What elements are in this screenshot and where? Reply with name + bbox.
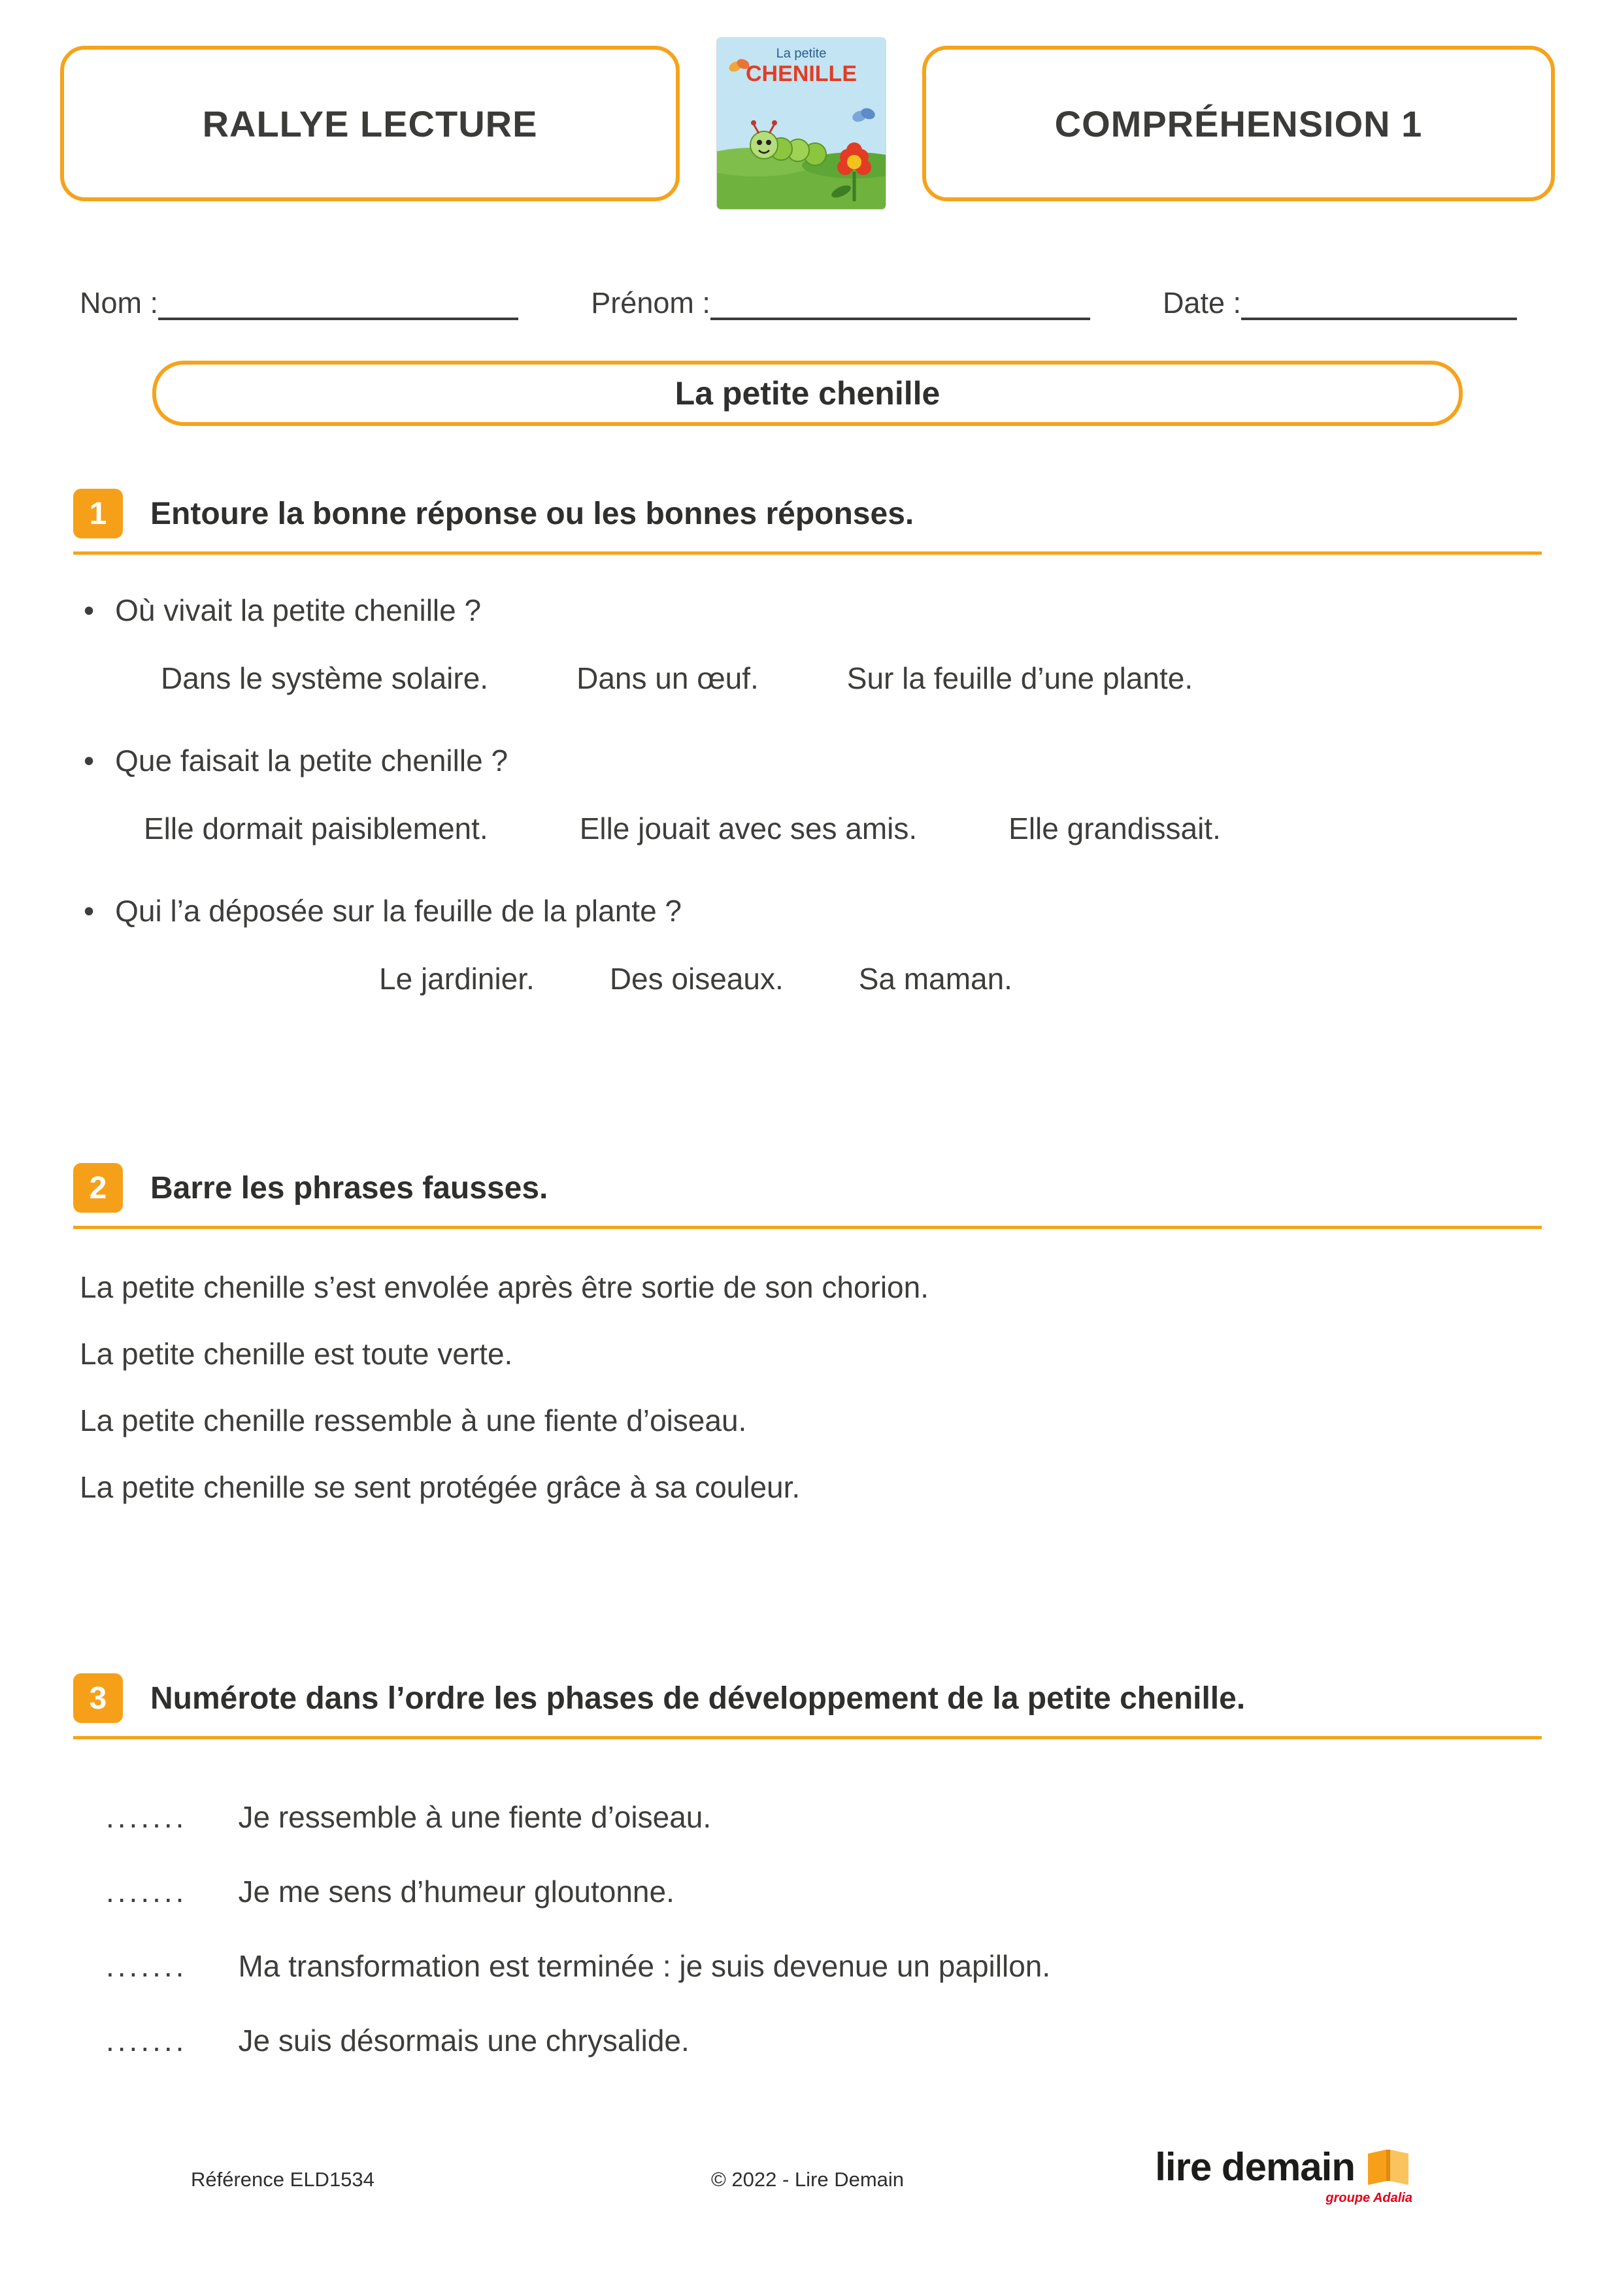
prenom-label: Prénom : — [591, 286, 710, 320]
order-item — [106, 2023, 1537, 2058]
sentence: La petite chenille est toute verte. — [80, 1337, 513, 1371]
order-item-text: Ma transformation est terminée : je suis devenue un papillon. — [238, 1949, 1051, 1983]
nom-blank-line — [158, 294, 518, 320]
worksheet-title-box — [152, 361, 1463, 426]
section-3-number-badge: 3 — [73, 1673, 123, 1723]
answer-dots: ....... — [106, 1949, 188, 1983]
header — [0, 0, 1615, 209]
order-item — [106, 1799, 1537, 1835]
date-label: Date : — [1162, 286, 1241, 320]
section-1-questions — [84, 593, 1537, 996]
question-text: Que faisait la petite chenille ? — [115, 744, 508, 778]
option-text: Elle grandissait. — [1008, 812, 1221, 845]
section-2-sentences — [80, 1270, 1537, 1505]
book-cover-title-main: CHENILLE — [745, 61, 857, 86]
option-text: Le jardinier. — [379, 962, 535, 996]
comprehension-box — [922, 46, 1555, 201]
book-cover-title-top: La petite — [776, 46, 826, 61]
order-item-text: Je me sens d’humeur gloutonne. — [238, 1875, 674, 1909]
sentence: La petite chenille ressemble à une fiente d’oiseau. — [80, 1403, 747, 1437]
options-row — [84, 961, 1537, 996]
publisher-logo-text: lire demain — [1155, 2145, 1355, 2189]
reference-text: Référence ELD1534 — [191, 2168, 375, 2191]
copyright-text: © 2022 - Lire Demain — [710, 2168, 905, 2191]
book-cover-illustration — [717, 38, 886, 209]
publisher-group-text: groupe Adalia — [1325, 2191, 1412, 2205]
option-text: Sa maman. — [858, 962, 1012, 996]
option-text: Sur la feuille d’une plante. — [846, 661, 1193, 695]
order-item — [106, 1874, 1537, 1909]
question-block — [84, 893, 1537, 996]
order-item-text: Je suis désormais une chrysalide. — [238, 2024, 690, 2058]
sentence: La petite chenille s’est envolée après être sortie de son chorion. — [80, 1270, 929, 1304]
open-book-icon — [1364, 2148, 1412, 2186]
order-item — [106, 1948, 1537, 1984]
option-text: Elle dormait paisiblement. — [144, 812, 488, 845]
section-3-heading — [73, 1673, 1542, 1739]
answer-dots: ....... — [106, 2024, 188, 2058]
option-text: Elle jouait avec ses amis. — [579, 812, 918, 845]
publisher-logo — [1155, 2144, 1412, 2206]
comprehension-label: COMPRÉHENSION 1 — [1054, 103, 1423, 144]
section-2-number-badge: 2 — [73, 1163, 123, 1213]
options-row — [84, 661, 1537, 696]
option-text: Dans un œuf. — [576, 661, 759, 695]
footer — [0, 2147, 1615, 2219]
rallye-lecture-box — [60, 46, 680, 201]
section-1-number-badge: 1 — [73, 489, 123, 538]
prenom-blank-line — [710, 294, 1090, 320]
bullet-icon: • — [84, 894, 95, 928]
section-3-items — [106, 1799, 1537, 2058]
worksheet-title: La petite chenille — [674, 375, 941, 412]
question-text: Qui l’a déposée sur la feuille de la plante ? — [115, 894, 682, 928]
option-text: Dans le système solaire. — [161, 661, 489, 695]
sentence: La petite chenille se sent protégée grâce à sa couleur. — [80, 1470, 801, 1504]
nom-label: Nom : — [80, 286, 159, 320]
section-1-heading — [73, 489, 1542, 555]
bullet-icon: • — [84, 744, 95, 778]
bullet-icon: • — [84, 593, 95, 627]
question-text: Où vivait la petite chenille ? — [115, 593, 482, 627]
answer-dots: ....... — [106, 1800, 188, 1834]
book-cover-image — [717, 38, 886, 209]
section-2-heading — [73, 1163, 1542, 1229]
question-block — [84, 593, 1537, 696]
options-row — [84, 811, 1537, 846]
identity-row — [80, 286, 1517, 320]
rallye-lecture-label: RALLYE LECTURE — [202, 103, 538, 144]
section-2-title: Barre les phrases fausses. — [150, 1170, 548, 1205]
order-item-text: Je ressemble à une fiente d’oiseau. — [238, 1800, 712, 1834]
question-block — [84, 743, 1537, 846]
section-1-title: Entoure la bonne réponse ou les bonnes réponses. — [150, 496, 914, 531]
answer-dots: ....... — [106, 1875, 188, 1909]
date-blank-line — [1241, 294, 1517, 320]
option-text: Des oiseaux. — [609, 962, 784, 996]
section-3-title: Numérote dans l’ordre les phases de développement de la petite chenille. — [150, 1681, 1246, 1716]
